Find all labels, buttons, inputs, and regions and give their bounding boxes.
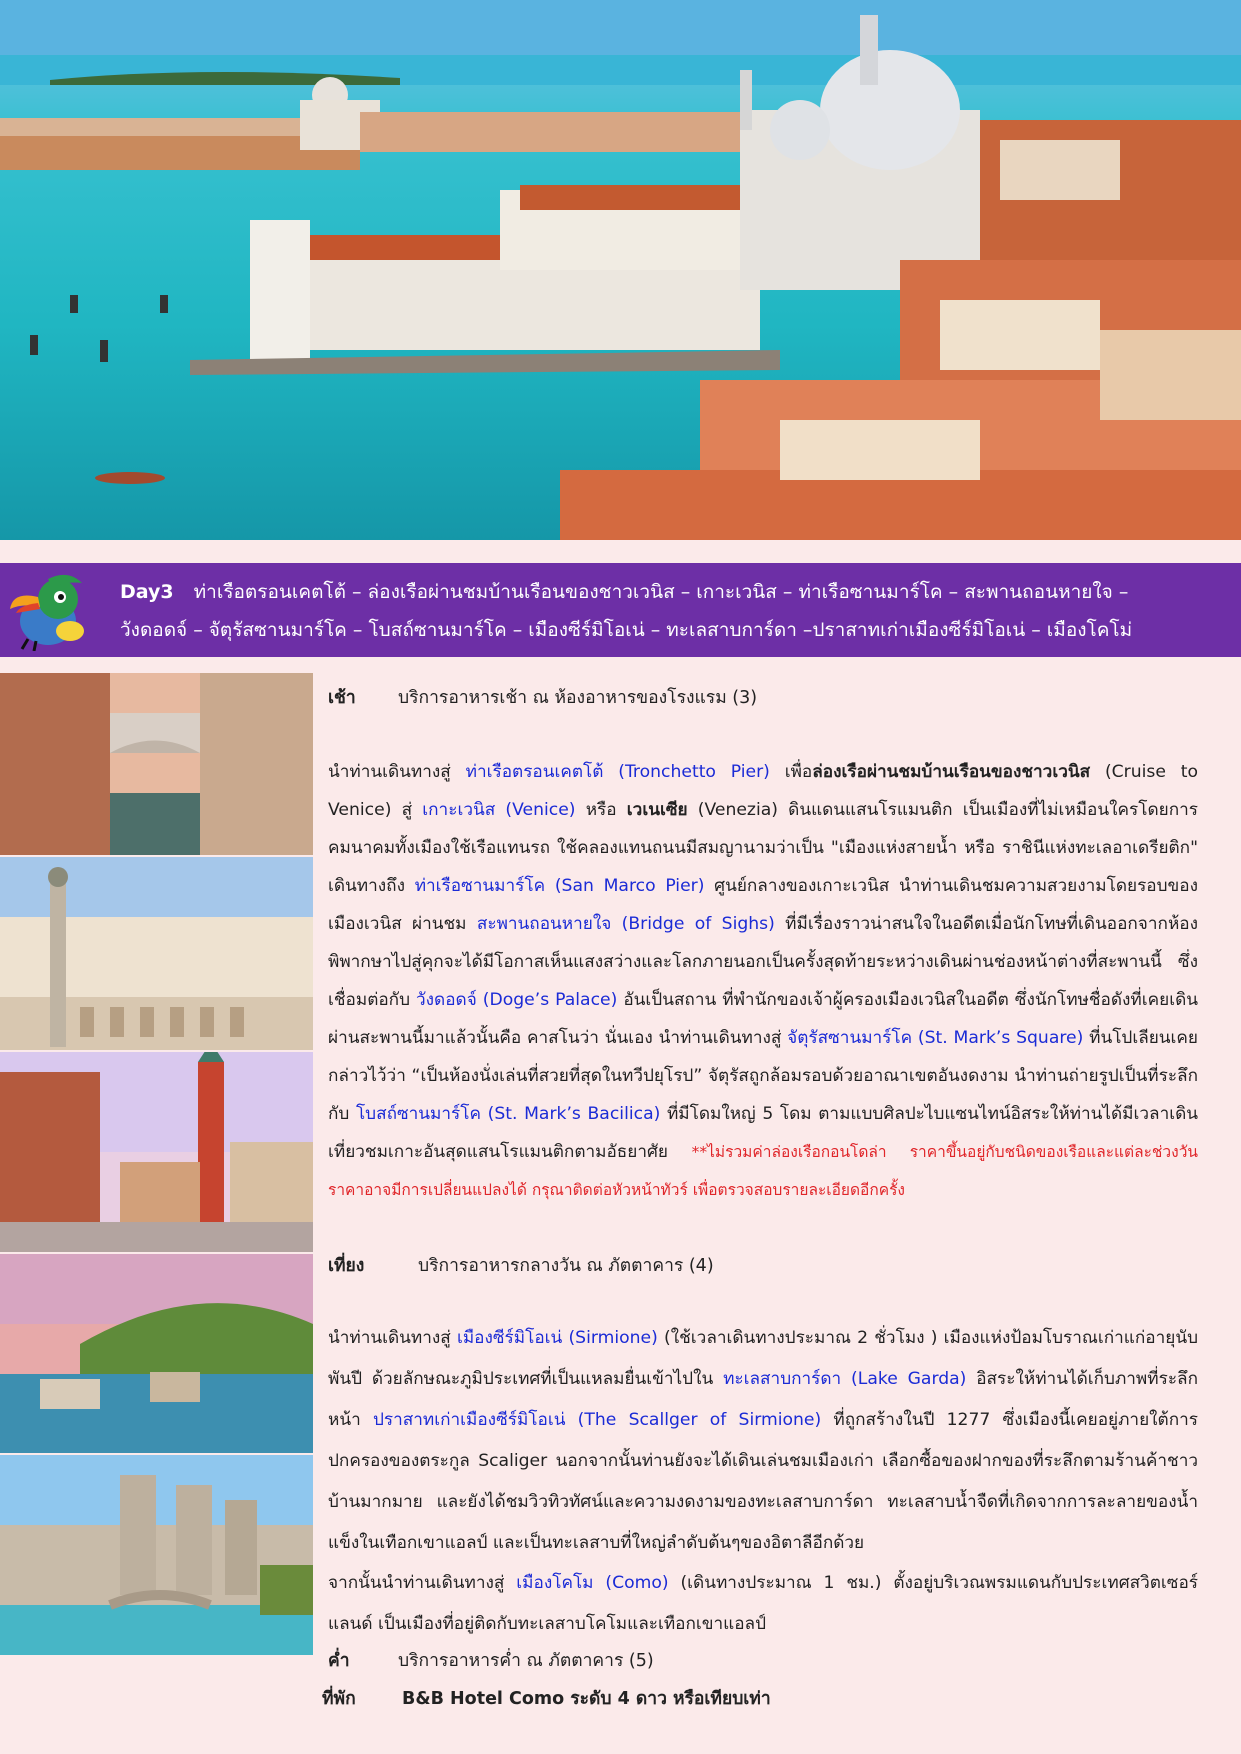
sirmione-lake-photo — [0, 1254, 313, 1453]
sirmione-highlight: เมืองซีร์มิโอเน่ (Sirmione) — [456, 1328, 658, 1348]
text: หรือ — [575, 800, 627, 820]
day-banner — [0, 563, 1241, 657]
breakfast-label: เช้า — [328, 688, 356, 708]
hotel-label: ที่พัก — [322, 1689, 356, 1709]
day-title-2: วังดอดจ์ – จัตุรัสซานมาร์โค – โบสถ์ซานมาร์โค – เมืองซีร์มิโอเน่ – ทะเลสาบการ์ดา –ปราสาทเก่าเมืองซีร์มิโอเน่ – เมืองโคโม่ — [120, 619, 1133, 641]
lake-garda-highlight: ทะเลสาบการ์ดา (Lake Garda) — [723, 1369, 967, 1389]
text: นำท่านเดินทางสู่ — [328, 1328, 457, 1348]
breakfast-row — [328, 683, 757, 711]
lunch-row — [328, 1251, 714, 1279]
st-marks-basilica-highlight: โบสถ์ซานมาร์โค (St. Mark’s Bacilica) — [355, 1104, 661, 1124]
text: อิสระให้ท่านได้เก็บภาพที่ระลึกหน้า — [328, 1369, 1198, 1430]
toucan-mascot-icon — [8, 569, 94, 651]
day-title-line-1 — [120, 577, 1128, 607]
dinner-label: ค่ำ — [328, 1651, 350, 1671]
sirmione-paragraph — [328, 1318, 1198, 1564]
text: อันเป็นสถาน ที่พำนักของเจ้าผู้ครองเมืองเวนิสในอดีต ซึ่งนักโทษชื่อดังที่เคยเดินผ่านสะพานนี้มาแล้วนั้นคือ คาสโนว่า นั่นเอง นำท่านเดินทางสู่ — [328, 990, 1198, 1048]
text: ที่มีเรื่องราวน่าสนใจในอดีตเมื่อนักโทษที่เดินออกจากห้องพิพากษาไปสู่คุกจะได้มีโอกาสเห็นแสงสว่างและโลกภายนอกเป็นครั้งสุดท้ายระหว่างเดินผ่านช่องหน้าต่างที่สะพานนี้ ซึ่งเชื่อมต่อกับ — [328, 914, 1198, 1010]
text: ที่ถูกสร้างในปี 1277 ซึ่งเมืองนี้เคยอยู่ภายใต้การปกครองของตระกูล Scaliger นอกจากนั้นท่านยังจะได้เดินเล่นชมเมืองเก่า เลือกซื้อของฝากของที่ระลึกตามร้านค้าชาวบ้านมากมาย และยังได้ชมวิวทิวทัศน์และความงดงามของทะเลสาบการ์ดา ทะเลสาบน้ำจืดที่เกิดจากการละลายของน้ำแข็งในเทือกเขาแอลป์ และเป็นทะเลสาบที่ใหญ่ลำดับต้นๆของอิตาลีอีกด้วย — [328, 1410, 1198, 1553]
text: (Venezia) ดินแดนแสนโรแมนติก เป็นเมืองที่ไม่เหมือนใครโดยการคมนาคมทั้งเมืองใช้เรือแทนรถ ใช้คลองแทนถนนมีสมญานามว่าเป็น "เมืองแห่งสายน้ำ หรือ ราชินีแห่งทะเลอาเดรียติก" เดินทางถึง — [328, 800, 1198, 896]
text: ที่มีโดมใหญ่ 5 โดม ตามแบบศิลปะไบแซนไทน์อิสระให้ท่านได้มีเวลาเดินเที่ยวชมเกาะอันสุดแสนโรแมนติกตามอัธยาศัย — [328, 1104, 1199, 1162]
text: (Cruise to Venice) สู่ — [328, 762, 1199, 820]
text: (เดินทางประมาณ 1 ชม.) ตั้งอยู่บริเวณพรมแดนกับประเทศสวิตเซอร์แลนด์ เป็นเมืองที่อยู่ติดกับทะเลสาบโคโมและเทือกเขาแอลป์ — [328, 1573, 1199, 1634]
san-marco-pier-highlight: ท่าเรือซานมาร์โค (San Marco Pier) — [414, 876, 705, 896]
hero-venice-photo — [0, 0, 1241, 540]
st-marks-square-photo — [0, 1052, 313, 1252]
dinner-row — [328, 1646, 654, 1674]
hotel-row — [322, 1684, 771, 1712]
hotel-text: B&B Hotel Como ระดับ 4 ดาว หรือเทียบเท่า — [402, 1689, 771, 1709]
st-marks-square-highlight: จัตุรัสซานมาร์โค (St. Mark’s Square) — [787, 1028, 1084, 1048]
cruise-highlight: ล่องเรือผ่านชมบ้านเรือนของชาวเวนิส — [812, 762, 1091, 782]
text: นำท่านเดินทางสู่ — [328, 762, 466, 782]
day-title-1: ท่าเรือตรอนเคตโต้ – ล่องเรือผ่านชมบ้านเรือนของชาวเวนิส – เกาะเวนิส – ท่าเรือซานมาร์โค – สะพานถอนหายใจ – — [193, 581, 1129, 603]
lunch-label: เที่ยง — [328, 1256, 365, 1276]
doges-palace-photo — [0, 857, 313, 1050]
dinner-text: บริการอาหารค่ำ ณ ภัตตาคาร (5) — [398, 1651, 654, 1671]
como-highlight: เมืองโคโม (Como) — [516, 1573, 669, 1593]
venice-highlight: เกาะเวนิส (Venice) — [422, 800, 576, 820]
scaliger-castle-photo — [0, 1455, 313, 1655]
como-paragraph — [328, 1563, 1198, 1645]
text: จากนั้นนำท่านเดินทางสู่ — [328, 1573, 517, 1593]
tronchetto-pier-highlight: ท่าเรือตรอนเคตโต้ (Tronchetto Pier) — [465, 762, 770, 782]
lunch-text: บริการอาหารกลางวัน ณ ภัตตาคาร (4) — [418, 1256, 714, 1276]
bridge-of-sighs-highlight: สะพานถอนหายใจ (Bridge of Sighs) — [476, 914, 775, 934]
doges-palace-highlight: วังดอดจ์ (Doge’s Palace) — [416, 990, 618, 1010]
gondola-note: **ไม่รวมค่าล่องเรือกอนโดล่า ราคาขึ้นอยู่กับชนิดของเรือและแต่ละช่วงวัน ราคาอาจมีการเปลี่ยนแปลงได้ กรุณาติดต่อหัวหน้าทัวร์ เพื่อตรวจสอบรายละเอียดอีกครั้ง — [328, 1143, 1199, 1199]
venezia-highlight: เวเนเซีย — [626, 800, 688, 820]
breakfast-text: บริการอาหารเช้า ณ ห้องอาหารของโรงแรม (3) — [398, 688, 758, 708]
text: (ใช้เวลาเดินทางประมาณ 2 ชั่วโมง ) เมืองแห่งป้อมโบราณเก่าแก่อายุนับพันปี ด้วยลักษณะภูมิประเทศที่เป็นแหลมยื่นเข้าไปใน — [328, 1328, 1198, 1389]
day-label: Day3 — [120, 581, 174, 603]
text: ที่นโปเลียนเคยกล่าวไว้ว่า “เป็นห้องนั่งเล่นที่สวยที่สุดในทวีปยุโรป” จัตุรัสถูกล้อมรอบด้วยอาณาเขตอันงดงาม นำท่านถ่ายรูปเป็นที่ระลึกกับ — [328, 1028, 1199, 1124]
scaliger-castle-highlight: ปราสาทเก่าเมืองซีร์มิโอเน่ (The Scallger of Sirmione) — [372, 1410, 822, 1430]
venice-paragraph — [328, 753, 1198, 1209]
text: เพื่อ — [769, 762, 813, 782]
bridge-of-sighs-photo — [0, 673, 313, 855]
text: ศูนย์กลางของเกาะเวนิส นำท่านเดินชมความสวยงามโดยรอบของเมืองเวนิส ผ่านชม — [328, 876, 1198, 934]
